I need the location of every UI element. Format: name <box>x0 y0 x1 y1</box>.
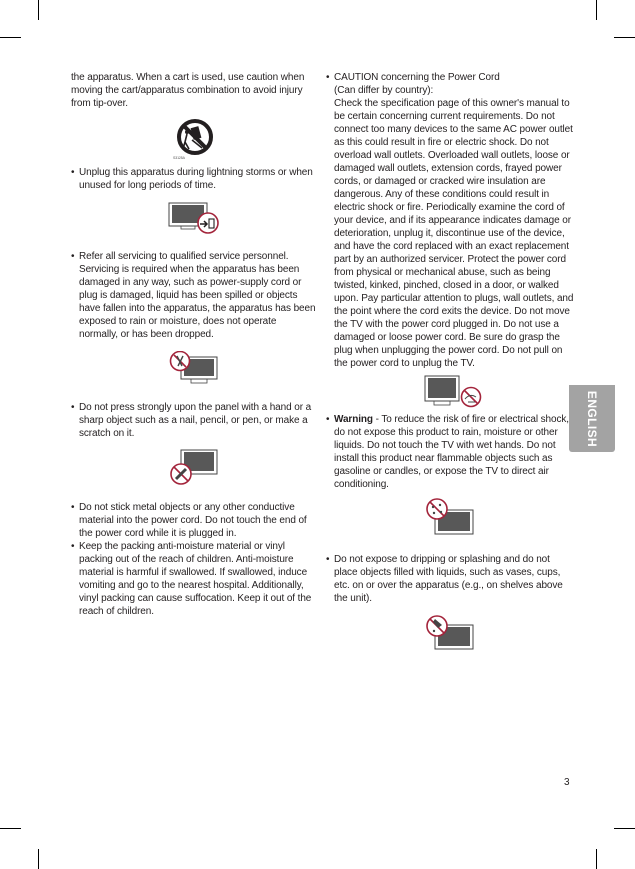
power-cord-subheading: (Can differ by country): <box>334 85 434 96</box>
left-column <box>71 71 316 618</box>
press-figure <box>71 448 316 486</box>
vase-figure <box>326 615 574 655</box>
servicing-figure <box>71 351 316 385</box>
warning-text: - To reduce the risk of fire or electrical shock, do not expose this product to rain, moisture or other liquids. Do not touch the TV with wet hands. Do not install this product near flammable objects such as gasoline or candles, or expose the TV to direct air conditioning. <box>334 414 569 490</box>
bullet-unplug-lightning: • Unplug this apparatus during lightning storms or when unused for long periods of time. <box>71 166 316 192</box>
crop-mark-bl-h <box>0 828 21 829</box>
language-side-tab <box>569 385 615 452</box>
crop-mark-tr-v <box>596 0 597 20</box>
crop-mark-tl-v <box>38 0 39 20</box>
crop-mark-tr-h <box>614 37 635 38</box>
crop-mark-br-v <box>596 849 597 869</box>
crop-mark-bl-v <box>38 849 39 869</box>
power-cord-heading: • CAUTION concerning the Power Cord <box>334 72 500 83</box>
tv-unplug-icon <box>167 202 221 234</box>
unplug-figure <box>71 202 316 234</box>
warning-label: Warning <box>334 414 373 425</box>
cart-tipover-warning-icon <box>172 118 216 160</box>
rain-figure <box>326 498 574 538</box>
no-pull-cord-tv-icon <box>424 375 482 409</box>
no-self-service-tv-icon <box>169 351 219 385</box>
cart-figure-caption: S3125A <box>172 156 185 160</box>
crop-mark-br-h <box>614 828 635 829</box>
page-number: 3 <box>564 777 570 788</box>
no-rain-tv-icon <box>425 498 475 538</box>
no-liquid-vase-tv-icon <box>425 615 475 655</box>
cord-figure <box>326 375 574 409</box>
bullet-do-not-press: • Do not press strongly upon the panel with a hand or a sharp object such as a nail, pencil, or pen, or make a scratch on it. <box>71 401 316 440</box>
language-tab-label: ENGLISH <box>585 390 599 447</box>
bullet-power-cord-caution <box>326 71 574 370</box>
cart-figure <box>71 118 316 160</box>
bullet-dripping-splashing: • Do not expose to dripping or splashing and do not place objects filled with liquids, such as vases, cups, etc. on or over the apparatus (e.g., on shelves above the unit). <box>326 553 574 605</box>
no-sharp-object-tv-icon <box>169 448 219 486</box>
bullet-no-metal-objects: • Do not stick metal objects or any other conductive material into the power cord. Do not touch the end of the power cord while it is plugged in. <box>71 501 316 540</box>
right-column <box>326 71 574 655</box>
bullet-warning-moisture <box>326 413 574 491</box>
crop-mark-tl-h <box>0 37 21 38</box>
bullet-packing-children: • Keep the packing anti-moisture material or vinyl packing out of the reach of children. Anti-moisture material is harmful if swallowed. If swallowed, induce vomiting and go to the nearest hospital. Additionally, vinyl packing can cause suffocation. Keep it out of the reach of children. <box>71 540 316 618</box>
cart-warning-text: the apparatus. When a cart is used, use caution when moving the cart/apparatus combination to avoid injury from tip-over. <box>71 72 305 109</box>
power-cord-body: Check the specification page of this owner's manual to be certain concerning current requirements. Do not connect too many devices to the same AC power outlet as this could result in fire or electric shock. Do not overload wall outlets. Overloaded wall outlets, loose or damaged wall outlets, extension cords, frayed power cords, or damaged or cracked wire insulation are dangerous. Any of these conditions could result in electric shock or fire. Periodically examine the cord of your device, and if its appearance indicates damage or deterioration, unplug it, discontinue use of the device, and have the cord replaced with an exact replacement part by an authorized servicer. Protect the power cord from physical or mechanical abuse, such as being twisted, kinked, pinched, closed in a door, or walked upon. Pay particular attention to plugs, wall outlets, and the point where the cord exits the device. Do not move the TV with the power cord plugged in. Do not use a damaged or loose power cord. Be sure do grasp the plug when unplugging the power cord. Do not pull on the power cord to unplug the TV. <box>334 98 574 369</box>
bullet-refer-servicing: • Refer all servicing to qualified service personnel. Servicing is required when the apparatus has been damaged in any way, such as power-supply cord or plug is damaged, liquid has been spilled or objects have fallen into the apparatus, the apparatus has been exposed to rain or moisture, does not operate normally, or has been dropped. <box>71 250 316 341</box>
